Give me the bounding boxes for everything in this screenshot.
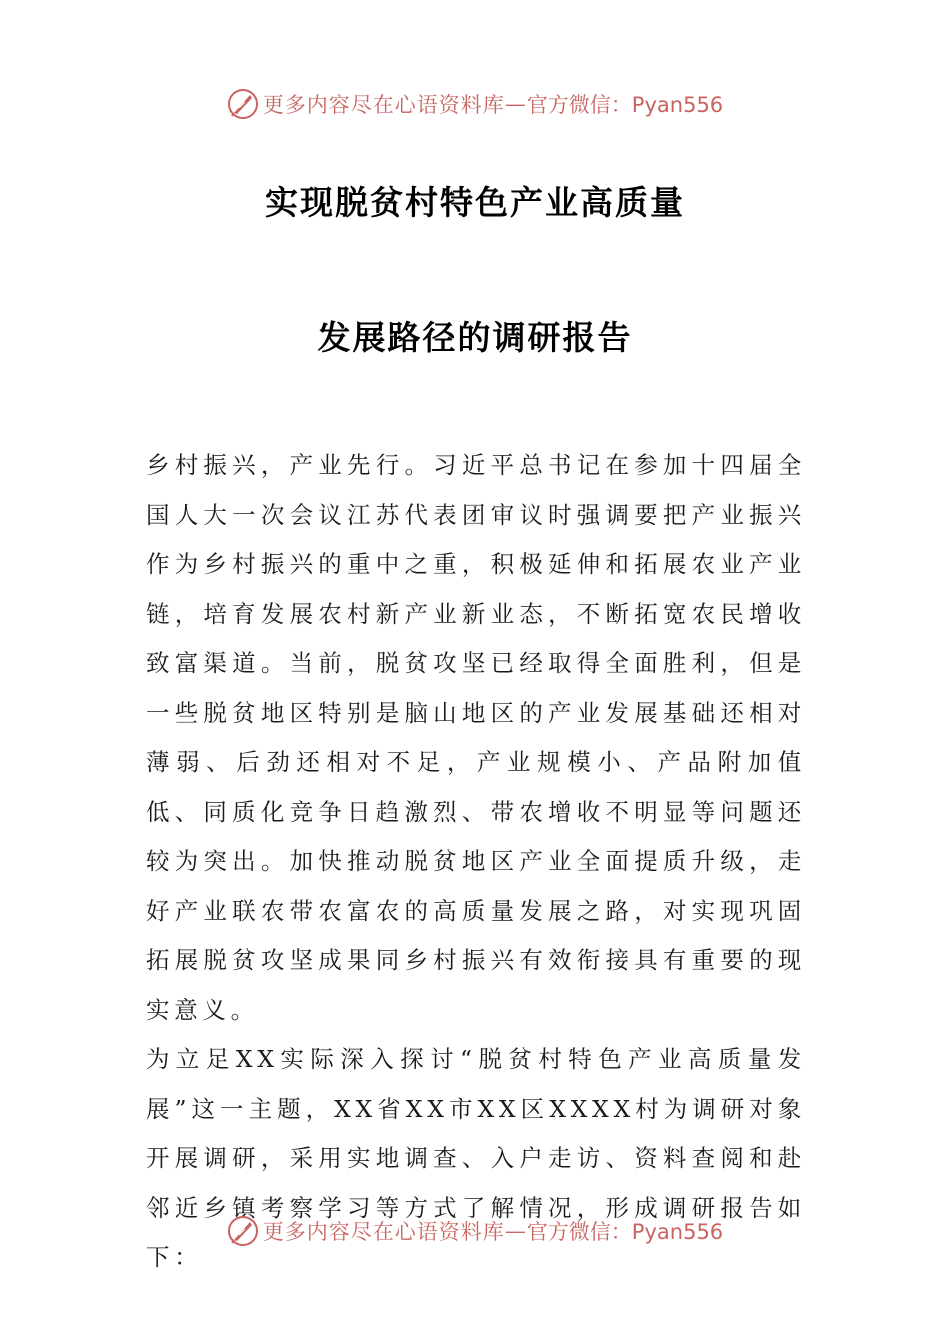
banner-dash: — [504,92,527,116]
quill-pen-logo-icon [227,1215,259,1247]
banner-wechat: 官方微信：Pyan556 [526,93,724,117]
banner-dash: — [504,1219,527,1243]
paragraph-method: 为立足XX实际深入探讨“脱贫村特色产业高质量发展”这一主题，XX省XX市XX区XXXX村为调研对象开展调研，采用实地调查、入户走访、资料查阅和赴邻近乡镇考察学习等方式了解情况，形成调研报告如下： [146,1045,806,1271]
header-banner [0,84,950,124]
paragraph-intro: 乡村振兴，产业先行。习近平总书记在参加十四届全国人大一次会议江苏代表团审议时强调要把产业振兴作为乡村振兴的重中之重，积极延伸和拓展农业产业链，培育发展农村新产业新业态，不断拓宽农民增收致富渠道。当前，脱贫攻坚已经取得全面胜利，但是一些脱贫地区特别是脑山地区的产业发展基础还相对薄弱、后劲还相对不足，产业规模小、产品附加值低、同质化竞争日趋激烈、带农增收不明显等问题还较为突出。加快推动脱贫地区产业全面提质升级，走好产业联农带农富农的高质量发展之路，对实现巩固拓展脱贫攻坚成果同乡村振兴有效衔接具有重要的现实意义。 [146,451,806,1024]
banner-text: 更多内容尽在心语资料库 [262,93,505,117]
quill-pen-logo-icon [227,88,259,120]
footer-banner [0,1211,950,1251]
document-title-line-2: 发展路径的调研报告 [317,318,633,357]
banner-wechat: 官方微信：Pyan556 [526,1220,724,1244]
document-body [146,441,806,1283]
banner-text: 更多内容尽在心语资料库 [262,1220,505,1244]
document-title-line-1: 实现脱贫村特色产业高质量 [265,183,685,222]
